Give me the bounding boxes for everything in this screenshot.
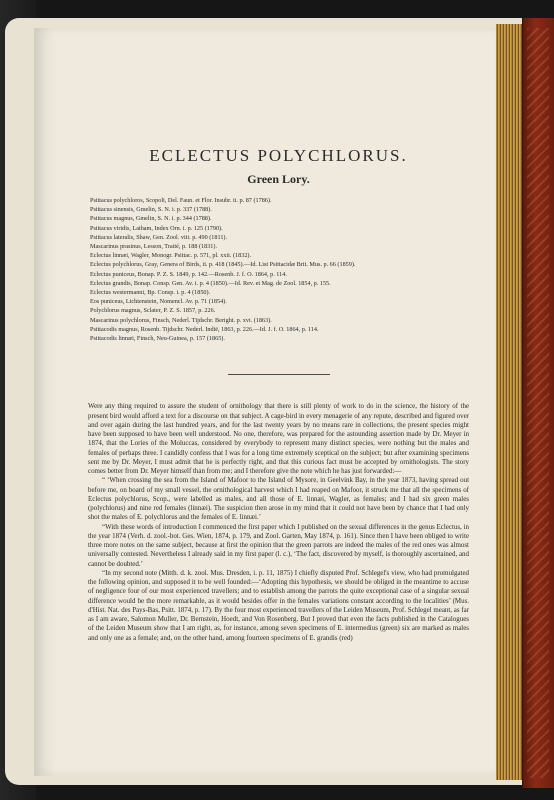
body-paragraph: “In my second note (Mitth. d. k. zool. Mus. Dresden, i. p. 11, 1875) I chiefly disputed Prof. Schlegel's view, who had promulgated the following opinion, and supposed it to be well founded:—‘Adopting this hypothesis, we should be obliged in the meantime to accuse of negligence four of our most experienced travellers; and to establish among the parrots the quite exceptional case of a singular sexual difference would be the more remarkable, as it would besides offer in the females variations constant according to the localities’ (Mus. d'Hist. Nat. des Pays-Bas, Psitt. 1874, p. 17). By the four most experienced travellers of the Leiden Museum, Prof. Schlegel meant, as far as I am aware, Salomon Muller, Dr. Bernstein, Hoedt, and Von Rosenberg. But I proved that even the facts published in the Catalogues of the Leiden Museum show that I am right, as, for instance, among seven specimens of E. intermedius (green) six are marked as males and only one as a female; and, on the other hand, among fourteen specimens of E. grandis (red): [88, 568, 469, 642]
common-name: Green Lory.: [247, 172, 310, 186]
synonym-entry: Eclectus grandis, Bonap. Consp. Gen. Av. i. p. 4 (1850).—Id. Rev. et Mag. de Zool. 1854, p. 155.: [90, 279, 331, 287]
body-paragraph: Were any thing required to assure the student of ornithology that there is still plenty of work to do in the science, the history of the present bird would afford a text for a discourse on that subject. A cage-bird in every menagerie of any repute, described and figured over and over again during the last hundred years, and for the last twenty years by no means rare in collections, the present species might have been supposed to have been well understood. No one, therefore, was prepared for the astounding assertion made by Dr. Meyer in 1874, that the Lories of the Moluccas, considered by everybody to represent many distinct species, were nothing but the males and females of perhaps three. I candidly confess that I was for a long time extremely sceptical on the subject; but after examining specimens sent me by Dr. Meyer, I must admit that he is perfectly right, and that this curious fact must be accepted by ornithologists. The story comes better from Dr. Meyer himself than from me; and I therefore give the note which he has just forwarded:—: [88, 402, 469, 475]
synonym-entry: Psittacodis magnus, Rosenb. Tijdschr. Nederl. Indië, 1863, p. 226.—Id. J. f. O. 1864, p. 114.: [90, 325, 319, 333]
synonym-entry: Eclectus westermanni, Bp. Consp. i. p. 4 (1850).: [90, 289, 211, 297]
gilt-page-edges: [496, 24, 522, 780]
body-paragraph: “With these words of introduction I commenced the first paper which I published on the sexual differences in the genus Eclectus, in the year 1874 (Verh. d. zool.-bot. Ges. Wien, 1874, p. 179, and Zool. Garten, May 1874, p. 161). Since then I have been obliged to write three more notes on the same subject, because at first the opinion that the green parrots are indeed the males of the red ones was almost universally contested. Nevertheless I already said in my first paper (l. c.), ‘The fact, discovered by myself, is thoroughly ascertained, and cannot be doubted.’: [88, 522, 469, 568]
section-divider: [228, 374, 330, 375]
synonym-entry: Eclectus puniceus, Bonap. P. Z. S. 1849, p. 142.—Rosenb. J. f. O. 1864, p. 114.: [90, 270, 287, 278]
synonym-entry: Mascarinus polychlorus, Finsch, Nederl. Tijdschr. Beright. p. xvi. (1863).: [90, 316, 272, 324]
synonym-entry: Psittacus sinensis, Gmelin, S. N. i. p. 337 (1788).: [90, 206, 212, 214]
synonym-entry: Eos puniceus, Lichtenstein, Nomencl. Av. p. 71 (1854).: [90, 298, 227, 306]
page-content: [88, 146, 469, 643]
cover-marbling: [527, 28, 549, 778]
synonym-entry: Mascarinus prasinus, Lesson, Traité, p. 188 (1831).: [90, 243, 218, 251]
synonym-entry: Psittacus polychloros, Scopoli, Del. Faun. et Flor. Insubr. ii. p. 87 (1786).: [90, 197, 272, 204]
species-title: ECLECTUS POLYCHLORUS.: [149, 146, 408, 165]
synonym-entry: Polychlorus magnus, Sclater, P. Z. S. 1857, p. 226.: [90, 307, 216, 315]
article-body: [88, 402, 469, 643]
synonym-entry: Eclectus linnæi, Wagler, Monogr. Psittac. p. 571, pl. xxii. (1832).: [90, 252, 252, 260]
synonym-entry: Psittacus viridis, Latham, Index Orn. i. p. 125 (1790).: [90, 224, 223, 232]
synonym-entry: Psittacus lateralis, Shaw, Gen. Zool. viii. p. 490 (1811).: [90, 233, 228, 241]
synonym-entry: Psittacus magnus, Gmelin, S. N. i. p. 344 (1788).: [90, 215, 212, 223]
page-gutter-shadow: [34, 28, 56, 776]
synonym-entry: Psittacodis linnæi, Finsch, Neu-Guinea, p. 157 (1865).: [90, 335, 225, 343]
synonymy-list: [90, 196, 469, 343]
body-paragraph: “ ‘When crossing the sea from the Island of Mafoor to the Island of Mysore, in Geelvink Bay, in the year 1873, having spread out before me, on board of my small vessel, the ornithological harvest which I had reaped on Mafoor, it struck me that all the specimens of Eclectus polychlorus, Scop., were labelled as males, and all those of E. linnæi, Wagler, as females; and I had six green males (polychlorus) and nine red females (linnæi). The suspicion then arose in my mind that it could not have been by chance that I had only shot the males of E. polychlorus and the females of E. linnæi.’: [88, 476, 469, 522]
synonym-entry: Eclectus polychlorus, Gray, Genera of Birds, ii. p. 418 (1845).—Id. List Psittacidæ Brit. Mus. p. 66 (1859).: [90, 261, 356, 269]
